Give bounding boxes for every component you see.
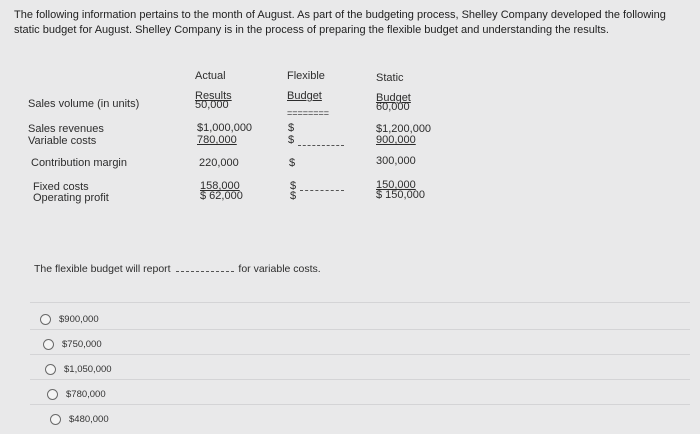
option-divider	[30, 379, 690, 380]
label-sales-revenues: Sales revenues	[28, 123, 104, 135]
actual-variable-costs: 780,000	[197, 134, 237, 146]
static-contribution-margin: 300,000	[376, 155, 416, 167]
actual-sales-volume: 50,000	[195, 99, 229, 111]
actual-contribution-margin: 220,000	[199, 157, 239, 169]
static-variable-costs: 900,000	[376, 134, 416, 146]
option-divider	[30, 354, 690, 355]
option-0[interactable]	[40, 310, 99, 328]
static-fixed-costs: 150,000	[376, 179, 416, 191]
option-2-label: $1,050,000	[64, 363, 112, 375]
header-flexible-line1: Flexible	[287, 70, 325, 82]
option-divider	[30, 404, 690, 405]
option-4-label: $480,000	[69, 413, 109, 425]
question-blank	[176, 271, 234, 272]
static-sales-volume: 60,000	[376, 101, 410, 113]
option-divider	[30, 329, 690, 330]
header-static-line1: Static	[376, 72, 404, 84]
radio-icon[interactable]	[43, 339, 54, 350]
actual-operating-profit: $ 62,000	[200, 190, 243, 202]
static-sales-revenues: $1,200,000	[376, 123, 432, 135]
header-flexible	[287, 70, 325, 103]
label-contribution-margin: Contribution margin	[31, 157, 127, 169]
option-0-label: $900,000	[59, 313, 99, 325]
flexible-sales-revenues-dollar: $	[288, 122, 295, 134]
header-actual-line1: Actual	[195, 70, 226, 82]
option-4[interactable]	[50, 410, 109, 428]
flexible-variable-costs-dollar: $	[288, 134, 295, 146]
problem-intro: The following information pertains to the month of August. As part of the budgeting process, Shelley Company developed the following static budget for August. Shelley Company is in the process of preparing the flexible budget and understanding the results.	[14, 9, 666, 36]
header-actual-line2: Results	[195, 90, 232, 102]
flexible-contribution-margin-dollar: $	[289, 157, 296, 169]
label-fixed-costs: Fixed costs	[33, 181, 89, 193]
question-before: The flexible budget will report	[34, 263, 171, 275]
option-3-label: $780,000	[66, 388, 106, 400]
option-2[interactable]	[45, 360, 112, 378]
label-variable-costs: Variable costs	[28, 135, 97, 147]
flexible-sales-volume-blank[interactable]: ========	[287, 108, 330, 118]
flexible-fixed-costs-dollar: $	[290, 180, 297, 192]
radio-icon[interactable]	[50, 414, 61, 425]
static-operating-profit: $ 150,000	[376, 189, 425, 201]
header-static-line2: Budget	[376, 92, 411, 104]
radio-icon[interactable]	[45, 364, 56, 375]
label-sales-volume: Sales volume (in units)	[28, 98, 140, 110]
flexible-operating-profit-dollar: $	[290, 190, 297, 202]
option-1[interactable]	[43, 335, 102, 353]
header-flexible-line2: Budget	[287, 90, 322, 102]
flexible-fixed-costs-blank[interactable]	[300, 190, 344, 191]
question-after: for variable costs.	[238, 263, 321, 275]
option-divider	[30, 302, 690, 303]
radio-icon[interactable]	[47, 389, 58, 400]
question-text	[34, 263, 321, 275]
option-3[interactable]	[47, 385, 106, 403]
label-operating-profit: Operating profit	[33, 192, 109, 204]
actual-sales-revenues: $1,000,000	[197, 122, 253, 134]
flexible-variable-costs-blank[interactable]	[298, 145, 344, 146]
option-1-label: $750,000	[62, 338, 102, 350]
actual-fixed-costs: 158,000	[200, 180, 240, 192]
radio-icon[interactable]	[40, 314, 51, 325]
